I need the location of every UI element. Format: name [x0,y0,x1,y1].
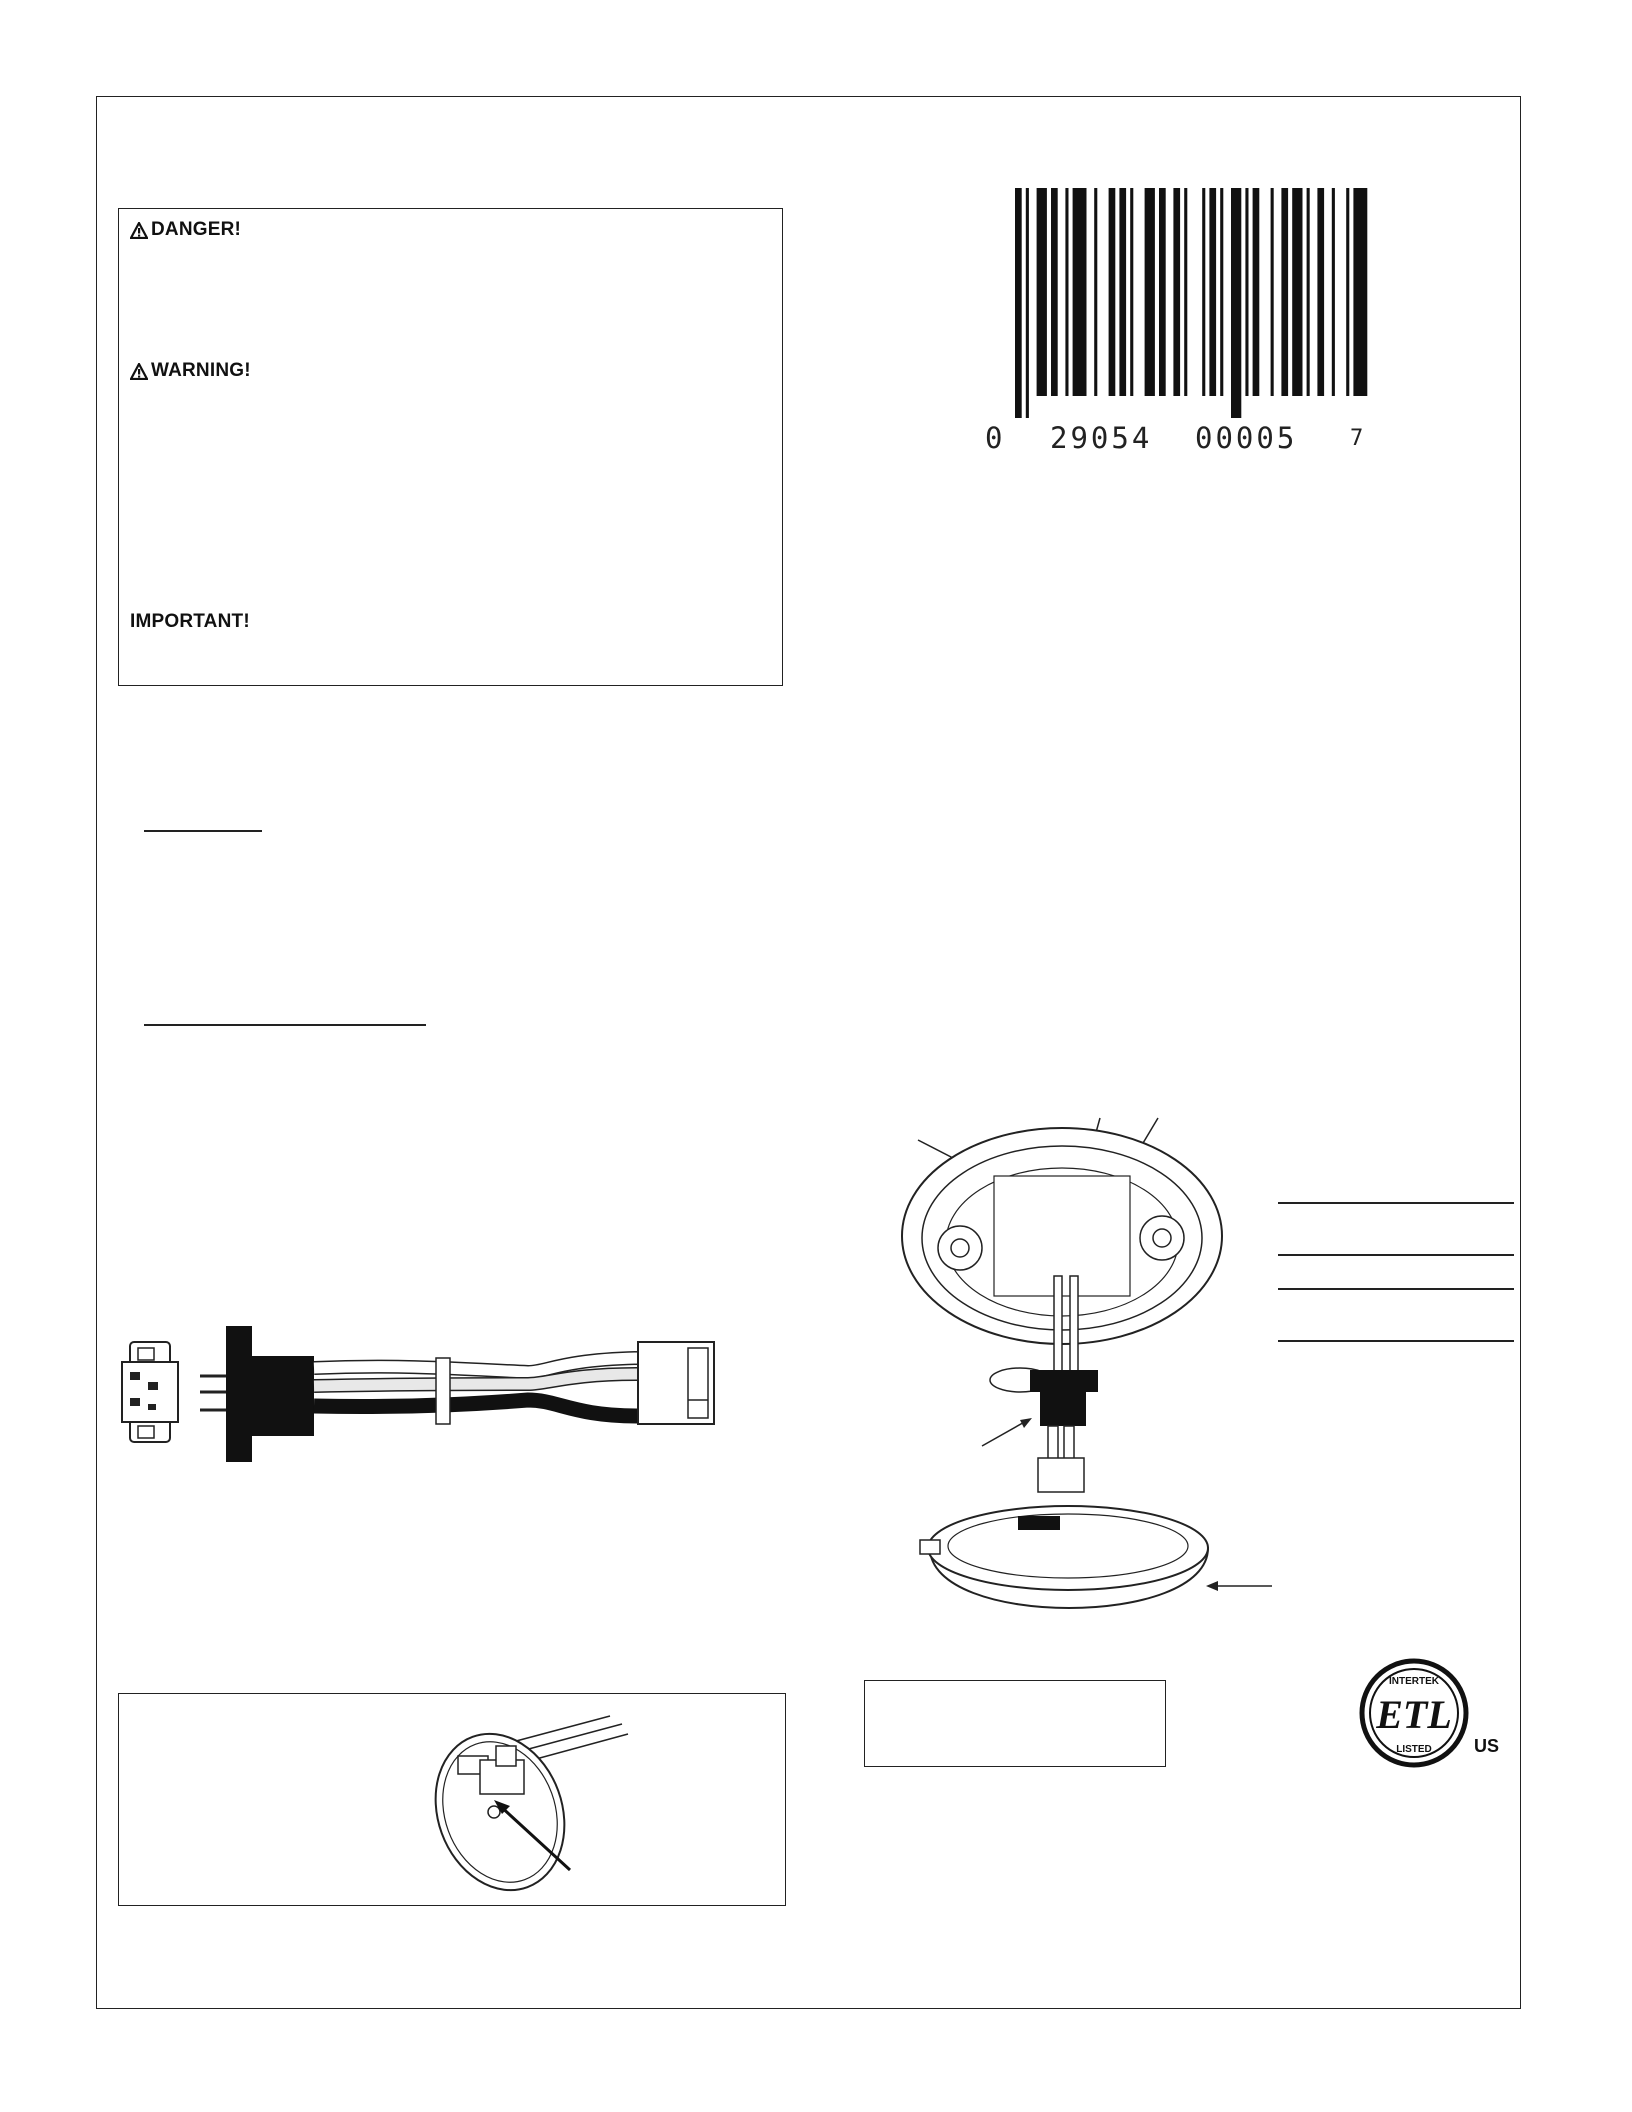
barcode-bar [1353,188,1367,396]
barcode-bar [1332,188,1335,396]
connector-flange [226,1326,252,1462]
barcode-bar [1281,188,1288,396]
screw-slot-left [938,1226,982,1270]
barcode-bar [1109,188,1116,396]
plug-face [122,1342,178,1442]
barcode-bar [1119,188,1126,396]
etl-listed-logo [1352,1656,1512,1771]
barcode-bar [1173,188,1180,396]
etl-logo-icon [1352,1656,1512,1771]
upc-barcode [990,188,1370,454]
etl-top-text: INTERTEK [1389,1676,1439,1687]
section-rule [144,1024,426,1026]
barcode-bars [990,188,1370,418]
barcode-bar [1073,188,1087,396]
label-box [864,1680,1166,1767]
barcode-bar [1346,188,1349,396]
barcode-bar [1026,188,1029,418]
etl-mark-text: ETL [1376,1692,1452,1737]
wire-harness-drawing [118,1320,738,1470]
barcode-bar [1130,188,1133,396]
etl-bottom-text: LISTED [1396,1744,1432,1755]
barcode-bar [1317,188,1324,396]
etl-region-text: US [1474,1736,1500,1756]
barcode-bar [1292,188,1302,396]
warning-label: WARNING! [151,360,251,381]
barcode-bar [1094,188,1097,396]
barcode-check-digit: 7 [1350,426,1367,451]
connector-body [252,1356,314,1436]
section-rule [144,830,262,832]
screw-slot-right [1140,1216,1184,1260]
barcode-bar [1145,188,1155,396]
table-rule [1278,1202,1514,1204]
barcode-bar [1220,188,1223,396]
table-rule [1278,1254,1514,1256]
barcode-bar [1271,188,1274,396]
barcode-right-group: 00005 [1195,421,1298,455]
barcode-bar [1253,188,1260,396]
barcode-bar [1037,188,1047,396]
important-label: IMPORTANT! [130,611,250,632]
danger-label: DANGER! [151,219,242,240]
table-rule [1278,1340,1514,1342]
barcode-bar [1307,188,1310,396]
table-rule [1278,1288,1514,1290]
exploded-device-drawing [890,1108,1290,1628]
socket-detail-drawing [410,1712,640,1902]
barcode-bar [1159,188,1166,396]
barcode-lead-digit: 0 [985,421,1006,455]
barcode-bar [1202,188,1205,396]
barcode-left-group: 29054 [1050,421,1153,455]
warning-triangle-icon [130,222,148,239]
danger-heading [130,219,241,241]
barcode-bar [1231,188,1241,418]
barcode-bar [1184,188,1187,396]
barcode-bar [1065,188,1068,396]
barcode-bar [1015,188,1022,418]
warning-triangle-icon [130,363,148,380]
cable-tie [436,1358,450,1424]
barcode-bar [1051,188,1058,396]
warning-heading [130,360,251,382]
barcode-bar [1245,188,1248,396]
important-heading [130,611,250,633]
barcode-bar [1209,188,1216,396]
